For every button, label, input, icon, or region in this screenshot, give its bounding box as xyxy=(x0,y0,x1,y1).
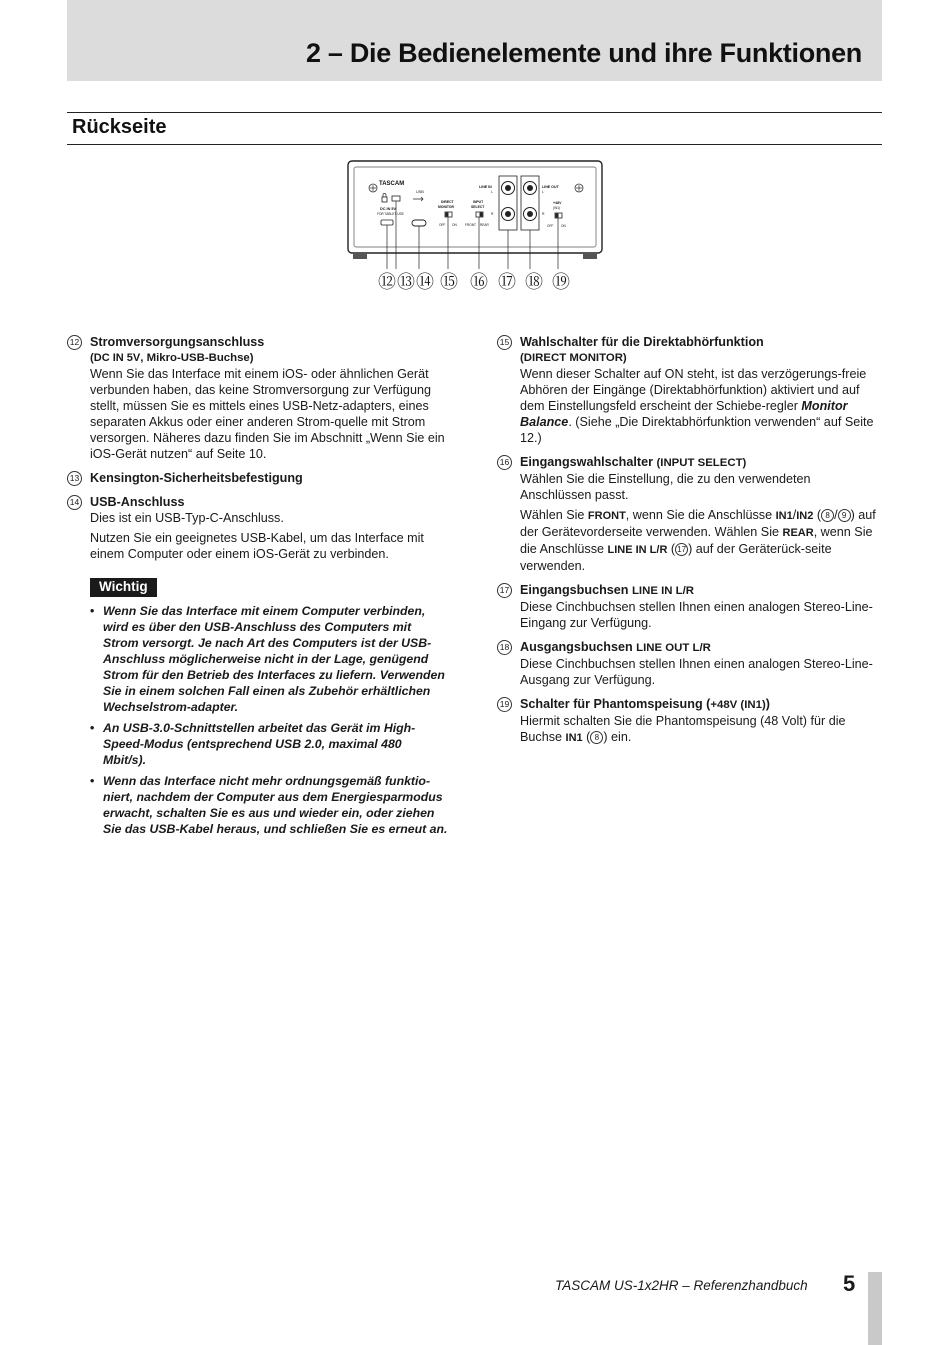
item-17 xyxy=(497,582,882,631)
item-subtitle xyxy=(90,350,452,366)
direct-monitor-label-1: DIRECT xyxy=(441,200,454,204)
callout-13: ⑬ xyxy=(397,272,415,292)
item-text xyxy=(520,713,882,746)
text-smallcaps: IN1 xyxy=(565,732,583,744)
item-19 xyxy=(497,696,882,746)
note-bullet: • Wenn Sie das Interface mit einem Computer verbinden, wird es über den USB-Anschluss des Computers mit Strom versorgt. Je nach Art des Computers ist der USB-Anschluss möglicherweise nicht in der Lage, genügend Strom für den Betrieb des Interfaces zu liefern. Verwenden Sie in einem solchen Fall einen als Zubehör erhältlichen Wechselstrom-adapter. xyxy=(103,603,452,715)
line-in-label: LINE IN xyxy=(479,185,492,189)
line-in-l-jack-core xyxy=(505,185,511,191)
footer-text: TASCAM US-1x2HR – Referenzhandbuch xyxy=(555,1278,808,1293)
cross-reference: 9 xyxy=(838,509,851,522)
text-part: ) ein. xyxy=(603,730,632,744)
brand-text: TASCAM xyxy=(379,181,405,187)
item-text xyxy=(520,507,882,574)
input-select-switch-knob xyxy=(480,213,483,217)
item-number: 13 xyxy=(67,471,82,486)
foot-left xyxy=(353,253,367,259)
item-13 xyxy=(67,470,452,486)
micro-usb-port xyxy=(381,220,393,225)
callout-18: ⑱ xyxy=(525,272,543,292)
is-rear-label: REAR xyxy=(480,223,489,227)
item-number: 19 xyxy=(497,697,512,712)
item-number: 17 xyxy=(497,583,512,598)
item-title: USB-Anschluss xyxy=(90,495,185,509)
title-part: ( xyxy=(706,697,711,711)
item-title: Schalter für Phantomspeisung xyxy=(520,697,703,711)
item-number: 12 xyxy=(67,335,82,350)
text-part: / xyxy=(792,508,797,522)
callout-12: ⑫ xyxy=(378,272,396,292)
text-smallcaps: IN1 xyxy=(775,510,793,522)
note-label: Wichtig xyxy=(90,578,157,597)
page-tab xyxy=(868,1272,882,1345)
dc-in-sub-label: FOR TABLET USE xyxy=(377,212,404,216)
item-title-smallcaps: (INPUT SELECT) xyxy=(656,457,747,469)
direct-monitor-switch-knob xyxy=(446,213,449,217)
line-in-l-label: L xyxy=(491,190,493,194)
phantom-switch-knob xyxy=(556,214,559,218)
text-part: ( xyxy=(667,542,676,556)
item-text xyxy=(520,366,882,446)
input-select-label-1: INPUT xyxy=(473,200,484,204)
text-part: / xyxy=(834,508,838,522)
callout-17: ⑰ xyxy=(498,272,516,292)
text-part: , wenn Sie die Anschlüsse xyxy=(520,525,873,556)
right-column xyxy=(497,334,882,754)
text-part: ( xyxy=(813,508,822,522)
item-text: Diese Cinchbuchsen stellen Ihnen einen analogen Stereo-Line-Ausgang zur Verfügung. xyxy=(520,657,873,687)
line-out-r-jack-core xyxy=(527,211,533,217)
usb-label: USB xyxy=(416,190,424,194)
item-number: 14 xyxy=(67,495,82,510)
text-part: , wenn Sie die Anschlüsse xyxy=(625,508,776,522)
text-smallcaps: FRONT xyxy=(587,510,626,522)
item-title-line xyxy=(520,582,882,599)
line-out-r-label: R xyxy=(542,212,545,216)
item-title-line xyxy=(520,639,882,656)
item-text: Wenn Sie das Interface mit einem iOS- oder ähnlichen Gerät verbunden haben, das keine Stromversorgung zur Verfügung stellt, müssen Sie es mittels eines USB-Netz-adapters, eines separaten Akkus oder einer anderen Strom-quelle mit Strom versorgen. Näheres dazu finden Sie im Abschnitt „Wenn Sie ein iOS-Gerät nutzen“ auf Seite 10. xyxy=(90,367,445,461)
item-title-line xyxy=(520,696,882,713)
text-part: Wenn dieser Schalter auf ON steht, ist das verzögerungs-freie Abhören der Eingänge (Direktabhörfunktion) aktiviert und auf dem Einstellungsfeld erscheint der Schiebe-regler xyxy=(520,367,867,413)
text-part: ) auf der Gerätevorderseite verwenden. Wählen Sie xyxy=(520,508,876,539)
item-12 xyxy=(67,334,452,462)
line-out-l-jack-core xyxy=(527,185,533,191)
text-part: ) auf der Geräterück-seite verwenden. xyxy=(520,542,832,573)
item-text: Diese Cinchbuchsen stellen Ihnen einen analogen Stereo-Line-Eingang zur Verfügung. xyxy=(520,600,873,630)
text-smallcaps: IN2 xyxy=(796,510,814,522)
item-14 xyxy=(67,494,452,562)
phantom-sub-label: (IN1) xyxy=(553,206,561,210)
callout-14: ⑭ xyxy=(416,272,434,292)
text-smallcaps: REAR xyxy=(782,527,814,539)
item-18 xyxy=(497,639,882,688)
item-title: Eingangswahlschalter xyxy=(520,455,653,469)
ph-on-label: ON xyxy=(561,224,566,228)
item-title: Ausgangsbuchsen xyxy=(520,640,633,654)
item-15 xyxy=(497,334,882,446)
item-title: Kensington-Sicherheitsbefestigung xyxy=(90,471,303,485)
callout-15: ⑮ xyxy=(440,272,458,292)
is-front-label: FRONT xyxy=(465,223,476,227)
cross-reference: 17 xyxy=(675,543,688,556)
item-title: Stromversorgungsanschluss xyxy=(90,335,265,349)
line-out-label: LINE OUT xyxy=(542,185,559,189)
line-in-r-jack-core xyxy=(505,211,511,217)
title-part: ) xyxy=(765,697,770,711)
usb-c-port xyxy=(412,220,426,226)
note-bullet: • An USB-3.0-Schnittstellen arbeitet das Gerät im High-Speed-Modus (entsprechend USB 2.0, maximal 480 Mbit/s). xyxy=(103,720,452,768)
line-in-r-label: R xyxy=(491,212,494,216)
text-part: Hiermit schalten Sie die Phantomspeisung (48 Volt) für die Buchse xyxy=(520,714,846,744)
foot-right xyxy=(583,253,597,259)
subtitle-smallcaps: DC IN 5V xyxy=(93,352,141,364)
section-rule-top xyxy=(67,112,882,113)
line-out-l-label: L xyxy=(542,190,544,194)
text-part: ( xyxy=(582,730,591,744)
callout-19: ⑲ xyxy=(552,272,570,292)
item-title-smallcaps: LINE IN L/R xyxy=(631,585,694,597)
direct-monitor-label-2: MONITOR xyxy=(438,205,454,209)
item-title-smallcaps: +48V (IN1) xyxy=(710,699,766,711)
item-title: Wahlschalter für die Direktabhörfunktion xyxy=(520,335,764,349)
chapter-title: 2 – Die Bedienelemente und ihre Funktionen xyxy=(305,38,862,68)
text-part: Wählen Sie xyxy=(520,508,588,522)
item-subtitle: (DIRECT MONITOR) xyxy=(520,352,627,364)
section-rule-bottom xyxy=(67,144,882,145)
item-text: Wählen Sie die Einstellung, die zu den verwendeten Anschlüssen passt. xyxy=(520,472,811,502)
left-column xyxy=(67,334,452,842)
item-number: 16 xyxy=(497,455,512,470)
callout-16: ⑯ xyxy=(470,272,488,292)
phantom-label: +48V xyxy=(553,201,562,205)
item-text: Nutzen Sie ein geeignetes USB-Kabel, um das Interface mit einem Computer oder einem iOS-Gerät zu verbinden. xyxy=(90,531,424,561)
item-number: 15 xyxy=(497,335,512,350)
item-number: 18 xyxy=(497,640,512,655)
item-16 xyxy=(497,454,882,574)
page-number: 5 xyxy=(843,1271,856,1296)
subtitle-part: ( xyxy=(90,352,94,364)
cross-reference: 8 xyxy=(821,509,834,522)
text-emphasis: Monitor Balance xyxy=(520,399,848,429)
section-title: Rückseite xyxy=(72,116,167,138)
header-band xyxy=(67,0,882,81)
input-select-label-2: SELECT xyxy=(471,205,485,209)
note-bullets xyxy=(67,603,452,837)
item-title-smallcaps: LINE OUT L/R xyxy=(636,642,711,654)
rear-panel-figure xyxy=(345,158,605,298)
ph-off-label: OFF xyxy=(547,224,554,228)
item-title: Eingangsbuchsen xyxy=(520,583,629,597)
subtitle-part: , Mikro-USB-Buchse) xyxy=(140,352,254,364)
dm-off-label: OFF xyxy=(439,223,446,227)
item-text: Dies ist ein USB-Typ-C-Anschluss. xyxy=(90,511,284,525)
dm-on-label: ON xyxy=(452,223,457,227)
dc-in-label: DC IN 5V xyxy=(380,207,397,211)
item-title-line xyxy=(520,454,882,471)
cross-reference: 8 xyxy=(590,731,603,744)
text-part: . (Siehe „Die Direktabhörfunktion verwenden“ auf Seite 12.) xyxy=(520,415,874,445)
text-smallcaps: LINE IN L/R xyxy=(607,544,668,556)
kensington-slot xyxy=(392,196,400,201)
note-bullet: • Wenn das Interface nicht mehr ordnungsgemäß funktio-niert, nachdem der Computer aus dem Energiesparmodus erwacht, schalten Sie es aus und wieder ein, oder ziehen Sie das USB-Kabel heraus, und schließen Sie es erneut an. xyxy=(103,773,452,837)
